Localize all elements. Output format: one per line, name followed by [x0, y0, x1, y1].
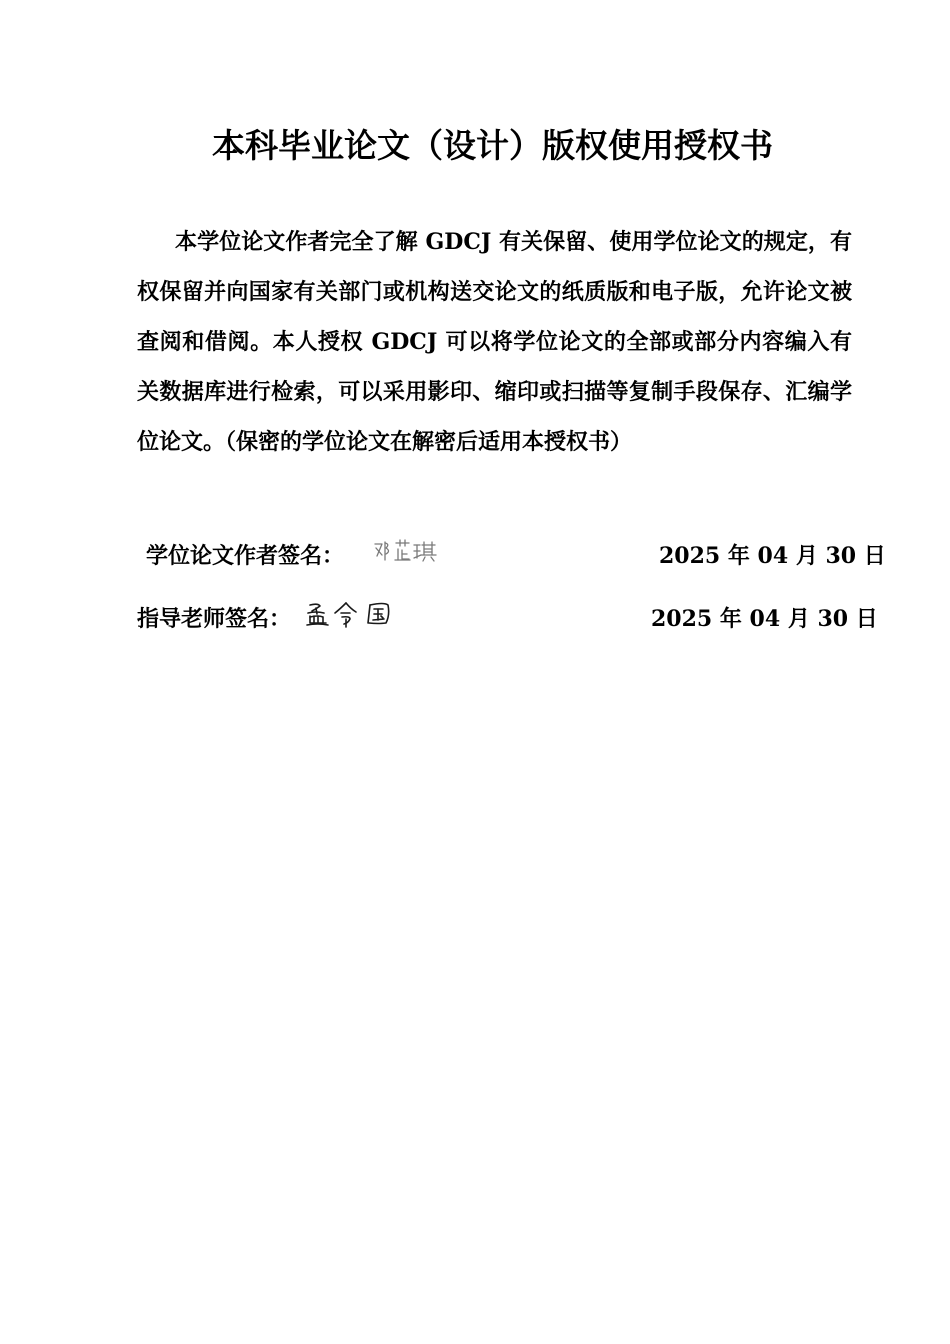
author-handwritten-signature — [372, 536, 442, 568]
author-signature-label: 学位论文作者签名： — [146, 543, 345, 569]
page-title: 本科毕业论文（设计）版权使用授权书 — [212, 126, 773, 165]
advisor-signature-label: 指导老师签名： — [137, 606, 292, 632]
advisor-handwritten-signature — [304, 599, 396, 631]
advisor-signature-date: 2025 年 04 月 30 日 — [651, 606, 878, 632]
author-signature-row — [0, 536, 950, 576]
authorization-statement: 本学位论文作者完全了解 GDCJ 有关保留、使用学位论文的规定，有权保留并向国家有关部门或机构送交论文的纸质版和电子版，允许论文被查阅和借阅。本人授权 GDCJ 可以将学位论文的全部或部分内容编入有关数据库进行检索，可以采用影印、缩印或扫描等复制手段保存、汇编学位论文。（保密的学位论文在解密后适用本授权书） — [137, 229, 852, 455]
author-signature-date: 2025 年 04 月 30 日 — [659, 543, 886, 569]
advisor-signature-row — [0, 599, 950, 639]
